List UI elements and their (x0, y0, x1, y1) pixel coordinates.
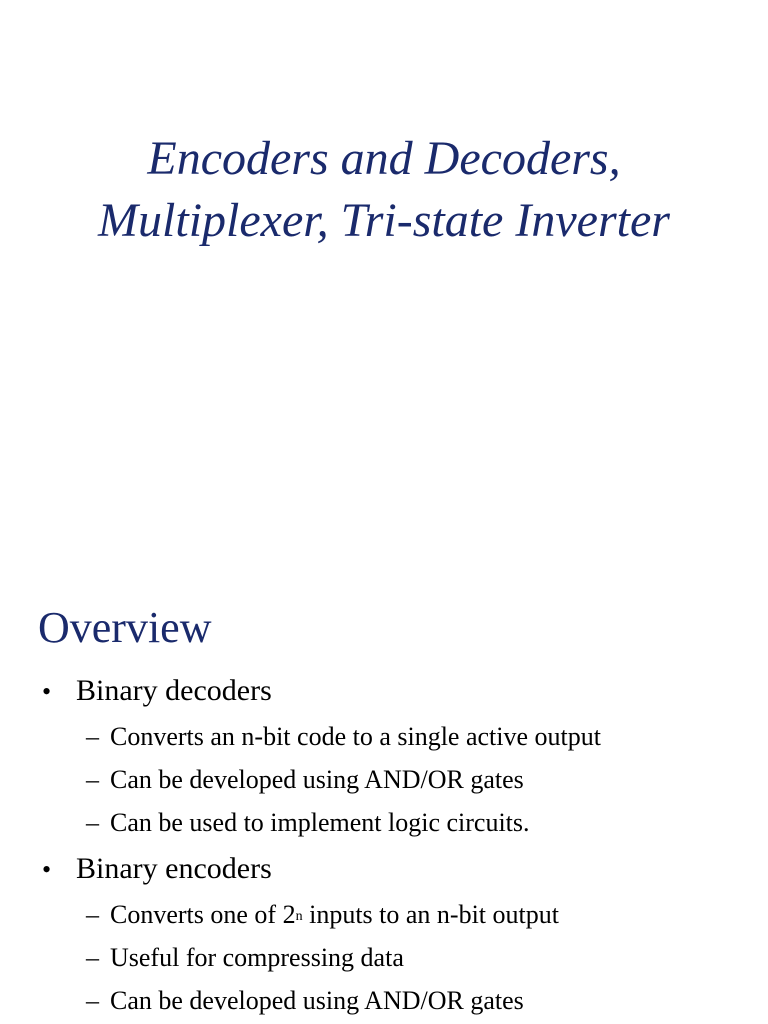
sub-item-text: Can be used to implement logic circuits. (110, 808, 530, 837)
bullet-binary-encoders (42, 851, 272, 888)
sub-item-text: Can be developed using AND/OR gates (110, 986, 524, 1015)
sub-item (86, 985, 524, 1017)
sub-item-text-prefix: Converts one of 2 (110, 900, 296, 929)
sub-marker: – (86, 900, 99, 929)
sub-item (86, 721, 601, 753)
sub-marker: – (86, 943, 99, 972)
sub-marker: – (86, 986, 99, 1015)
slide-overview (0, 576, 768, 1024)
sub-marker: – (86, 808, 99, 837)
title-line-2: Multiplexer, Tri-state Inverter (98, 194, 670, 247)
bullet-label: Binary decoders (76, 674, 272, 707)
overview-heading: Overview (38, 603, 212, 652)
sub-item-text-suffix: inputs to an n-bit output (302, 900, 559, 929)
sub-item (86, 807, 530, 839)
sub-marker: – (86, 765, 99, 794)
bullet-marker: • (42, 855, 52, 884)
sub-item (86, 942, 404, 974)
bullet-binary-decoders (42, 673, 272, 710)
sub-item-text: Useful for compressing data (110, 943, 404, 972)
title-line-1: Encoders and Decoders, (147, 132, 621, 185)
bullet-marker: • (42, 677, 52, 706)
sub-item (86, 764, 524, 796)
sub-item-text: Converts an n-bit code to a single active output (110, 722, 601, 751)
slide-title-text (0, 128, 768, 252)
superscript-n: n (295, 909, 303, 924)
sub-item-text: Can be developed using AND/OR gates (110, 765, 524, 794)
bullet-label: Binary encoders (76, 852, 272, 885)
sub-marker: – (86, 722, 99, 751)
sub-item (86, 899, 559, 931)
